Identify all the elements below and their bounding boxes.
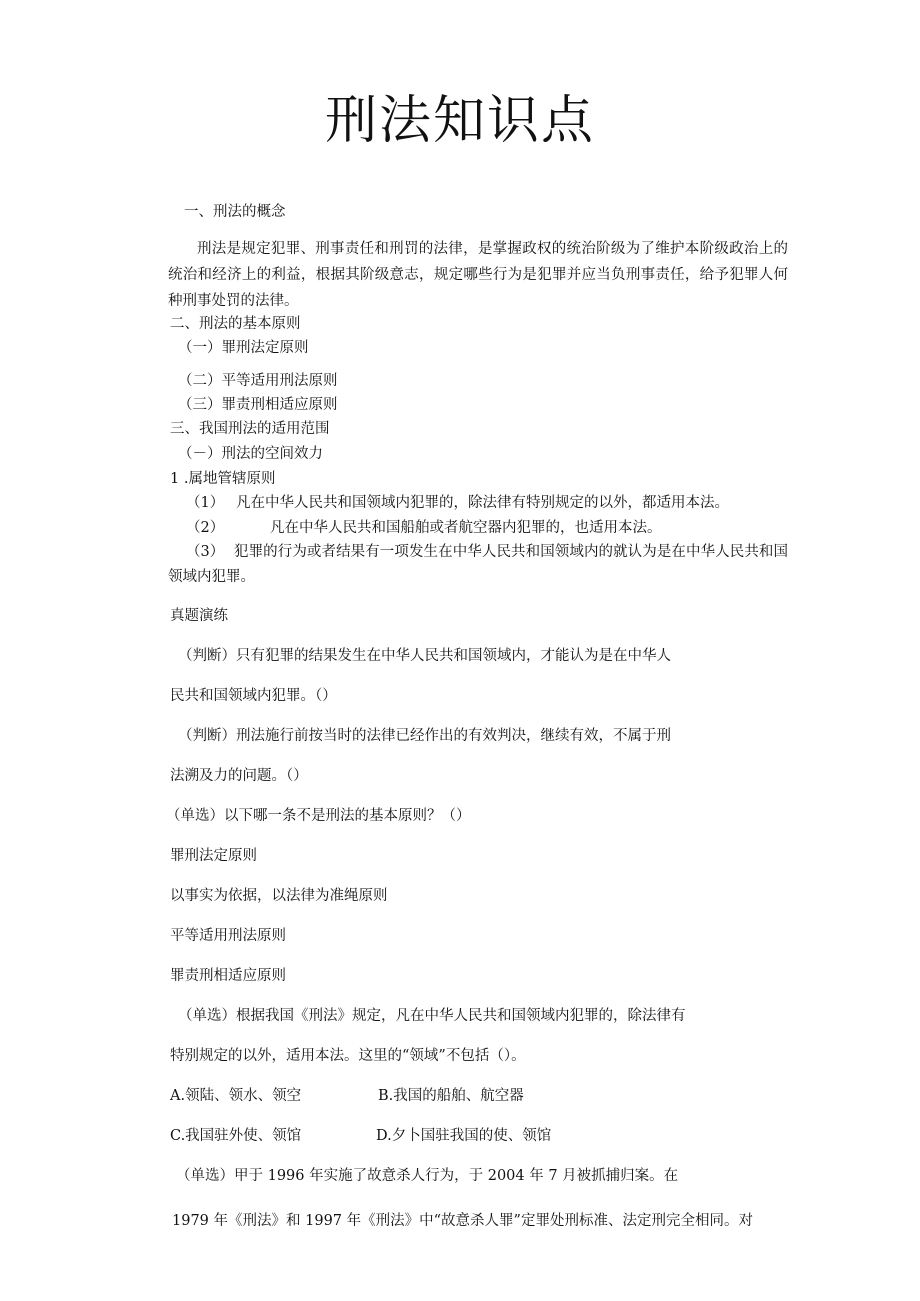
section-2-heading: 二、刑法的基本原则 — [170, 316, 301, 332]
section-1-paragraph: 刑法是规定犯罪、刑事责任和刑罚的法律，是掌握政权的统治阶级为了维护本阶级政治上的统治和经济上的利益，根据其阶级意志，规定哪些行为是犯罪并应当负刑事责任，给予犯罪人何种刑事处罚的法律。 — [168, 241, 788, 309]
question-option: D.夕卜国驻我国的使、领馆 — [376, 1128, 552, 1144]
question-option: 以事实为依据，以法律为准绳原则 — [170, 888, 388, 904]
question-text: （单选）以下哪一条不是刑法的基本原则？（） — [166, 808, 471, 824]
question-option: 平等适用刑法原则 — [170, 928, 286, 944]
question-text: 法溯及力的问题。（） — [170, 768, 308, 784]
clause-number: （1） — [186, 495, 225, 511]
clause-text: 凡在中华人民共和国领域内犯罪的，除法律有特别规定的以外，都适用本法。 — [236, 495, 729, 511]
question-text: 特别规定的以外，适用本法。这里的“领域”不包括（）。 — [170, 1048, 526, 1064]
question-text: 民共和国领域内犯罪。（） — [170, 688, 337, 704]
question-option: 罪刑法定原则 — [170, 848, 257, 864]
question-text: （单选）甲于 1996 年实施了故意杀人行为，于 2004 年 7 月被抓捕归案。在 — [176, 1168, 679, 1184]
clause-number: （3） — [186, 544, 225, 560]
principle-item: （一）罪刑法定原则 — [178, 340, 309, 356]
question-option: B.我国的船舶、航空器 — [378, 1088, 524, 1104]
clause-number: （2） — [186, 520, 225, 536]
principle-item: （三）罪责刑相适应原则 — [178, 397, 338, 413]
section-3-subheading: （－）刑法的空间效力 — [178, 446, 323, 462]
question-text: （单选）根据我国《刑法》规定，凡在中华人民共和国领域内犯罪的，除法律有 — [178, 1008, 686, 1024]
section-3-heading: 三、我国刑法的适用范围 — [170, 421, 330, 437]
question-text: （判断）刑法施行前按当时的法律已经作出的有效判决，继续有效，不属于刑 — [178, 728, 671, 744]
question-option: A.领陆、领水、领空 — [170, 1088, 302, 1104]
document-title: 刑法知识点 — [324, 91, 595, 151]
question-option: C.我国驻外使、领馆 — [170, 1128, 302, 1144]
question-option: 罪责刑相适应原则 — [170, 968, 286, 984]
territorial-principle-heading: 1 .属地管辖原则 — [170, 471, 276, 487]
practice-heading: 真题演练 — [170, 608, 228, 624]
clause-text: 凡在中华人民共和国船舶或者航空器内犯罪的，也适用本法。 — [270, 520, 662, 536]
section-1-heading: 一、刑法的概念 — [184, 204, 286, 220]
clause-text: 犯罪的行为或者结果有一项发生在中华人民共和国领域内的就认为是在中华人民共和国领域内犯罪。 — [168, 544, 788, 585]
principle-item: （二）平等适用刑法原则 — [178, 373, 338, 389]
question-text: 1979 年《刑法》和 1997 年《刑法》中“故意杀人罪”定罪处刑标准、法定刑完全相同。对 — [172, 1213, 753, 1229]
question-text: （判断）只有犯罪的结果发生在中华人民共和国领域内，才能认为是在中华人 — [178, 648, 671, 664]
